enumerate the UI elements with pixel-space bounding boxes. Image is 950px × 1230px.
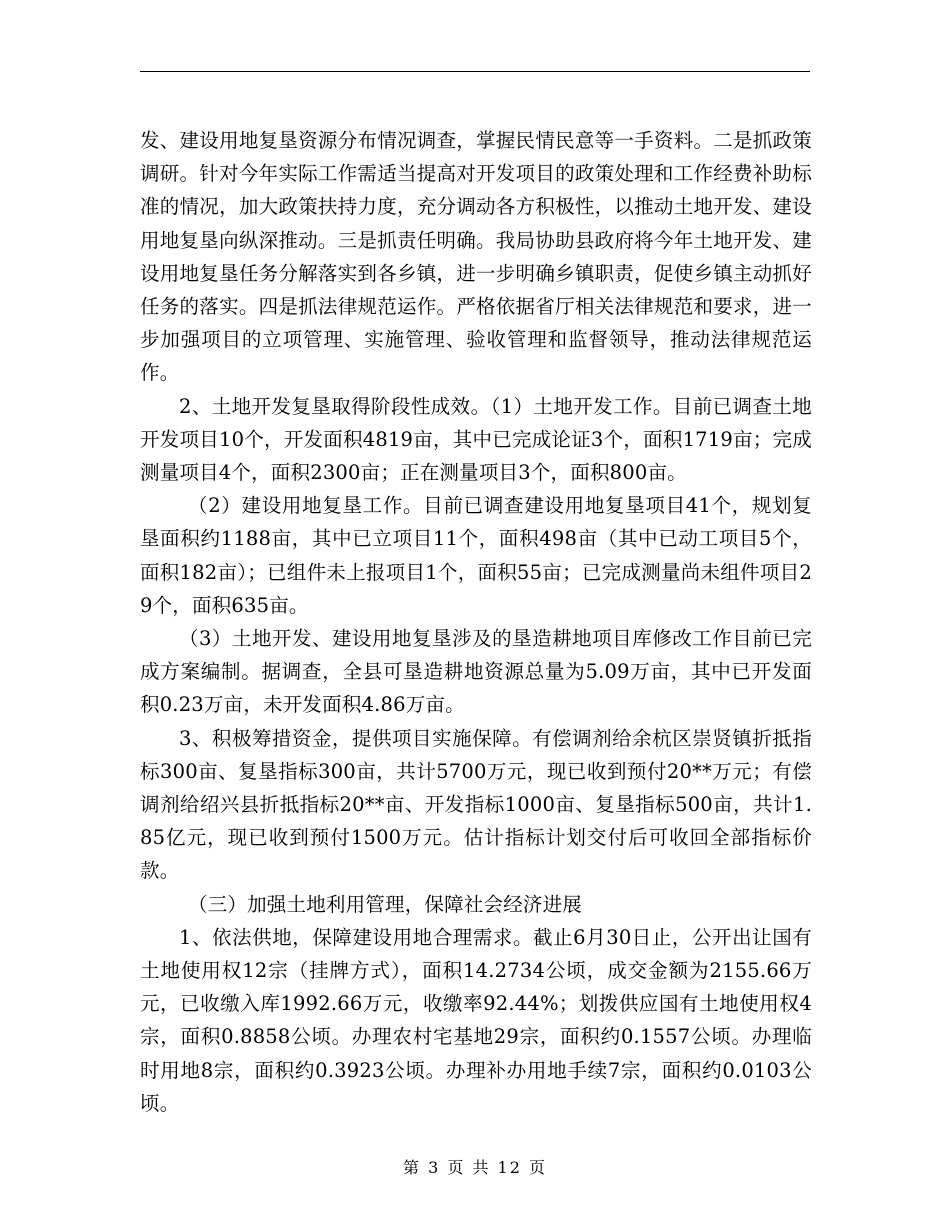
paragraph-funding: 3、积极筹措资金，提供项目实施保障。有偿调剂给余杭区崇贤镇折抵指标300亩、复垦指标300亩，共计5700万元，现已收到预付20**万元；有偿调剂给绍兴县折抵指标20**亩、开发指标1000亩、复垦指标500亩，共计1.85亿元，现已收到预付1500万元。估计指标计划交付后可收回全部指标价款。 (140, 726, 812, 883)
document-body (140, 124, 812, 1120)
paragraph-policy-work: 发、建设用地复垦资源分布情况调查，掌握民情民意等一手资料。二是抓政策调研。针对今年实际工作需适当提高对开发项目的政策处理和工作经费补助标准的情况，加大政策扶持力度，充分调动各方积极性，以推动土地开发、建设用地复垦向纵深推动。三是抓责任明确。我局协助县政府将今年土地开发、建设用地复垦任务分解落实到各乡镇，进一步明确乡镇职责，促使乡镇主动抓好任务的落实。四是抓法律规范运作。严格依据省厅相关法律规范和要求，进一步加强项目的立项管理、实施管理、验收管理和监督领导，推动法律规范运作。 (140, 129, 812, 385)
paragraph-land-supply: 1、依法供地，保障建设用地合理需求。截止6月30日止，公开出让国有土地使用权12宗（挂牌方式），面积14.2734公顷，成交金额为2155.66万元，已收缴入库1992.66万元，收缴率92.44%；划拨供应国有土地使用权4宗，面积0.8858公顷。办理农村宅基地29宗，面积约0.1557公顷。办理临时用地8宗，面积约0.3923公顷。办理补办用地手续7宗，面积约0.0103公顷。 (140, 925, 812, 1115)
paragraph-project-library: （3）土地开发、建设用地复垦涉及的垦造耕地项目库修改工作目前已完成方案编制。据调查，全县可垦造耕地资源总量为5.09万亩，其中已开发面积0.23万亩，未开发面积4.86万亩。 (140, 627, 812, 717)
paragraph-land-development-results: 2、土地开发复垦取得阶段性成效。（1）土地开发工作。目前已调查土地开发项目10个，开发面积4819亩，其中已完成论证3个，面积1719亩；完成测量项目4个，面积2300亩；正在测量项目3个，面积800亩。 (140, 394, 812, 485)
section-heading-land-use-management: （三）加强土地利用管理，保障社会经济进展 (188, 892, 583, 916)
paragraph-construction-land-reclamation: （2）建设用地复垦工作。目前已调查建设用地复垦项目41个，规划复垦面积约1188亩，其中已立项目11个，面积498亩（其中已动工项目5个，面积182亩）；已组件未上报项目1个，面积55亩；已完成测量尚未组件项目29个，面积635亩。 (140, 494, 812, 617)
page-number-footer: 第 3 页 共 12 页 (403, 1158, 547, 1177)
header-rule (140, 71, 810, 72)
